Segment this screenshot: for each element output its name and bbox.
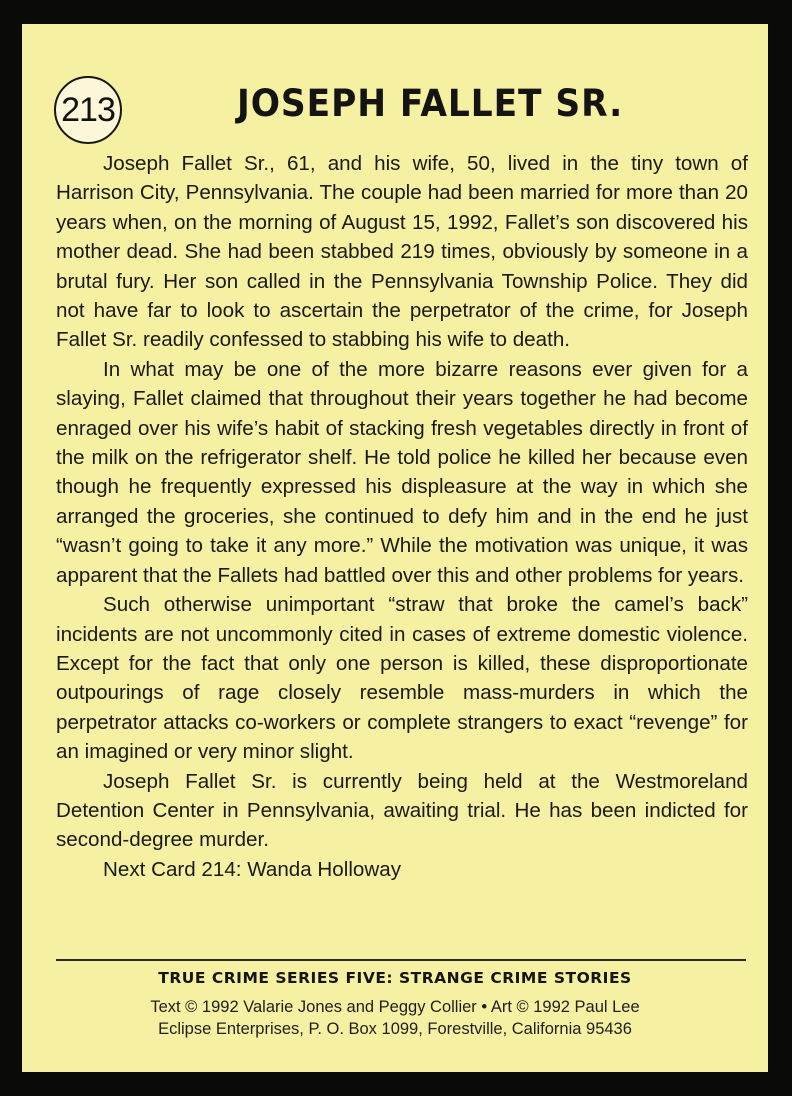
credits (22, 996, 768, 1040)
body-paragraph: Joseph Fallet Sr. is currently being held at the Westmoreland Detention Center in Pennsylvania, awaiting trial. He has been indicted for second-degree murder. (56, 769, 748, 852)
trading-card-back (22, 24, 768, 1072)
card-title: JOSEPH FALLET SR. (237, 82, 624, 125)
card-header (22, 24, 768, 159)
series-title: TRUE CRIME SERIES FIVE: STRANGE CRIME STORIES (158, 969, 632, 987)
body-paragraph: Such otherwise unimportant “straw that broke the camel’s back” incidents are not uncommonly cited in cases of extreme domestic violence. Except for the fact that only one person is killed, these disproportionate outpourings of rage closely resemble mass-murders in which the perpetrator attacks co-workers or complete strangers to exact “revenge” for an imagined or very minor slight. (56, 593, 748, 764)
card-number-badge: 213 (54, 76, 122, 144)
body-paragraph: Joseph Fallet Sr., 61, and his wife, 50, lived in the tiny town of Harrison City, Pennsylvania. The couple had been married for more than 20 years when, on the morning of August 15, 1992, Fallet’s son discovered his mother dead. She had been stabbed 219 times, obviously by someone in a brutal fury. Her son called in the Pennsylvania Township Police. They did not have far to look to ascertain the perpetrator of the crime, for Joseph Fallet Sr. readily confessed to stabbing his wife to death. (56, 152, 748, 352)
card-body (56, 149, 748, 884)
credit-line-address: Eclipse Enterprises, P. O. Box 1099, Forestville, California 95436 (158, 1020, 632, 1038)
body-paragraph: In what may be one of the more bizarre reasons ever given for a slaying, Fallet claimed that throughout their years together he had become enraged over his wife’s habit of stacking fresh vegetables directly in front of the milk on the refrigerator shelf. He told police he killed her because even though he frequently expressed his displeasure at the way in which she arranged the groceries, she continued to defy him and in the end he just “wasn’t going to take it any more.” While the motivation was unique, it was apparent that the Fallets had battled over this and other problems for years. (56, 357, 748, 587)
footer-divider (56, 959, 746, 961)
credit-line-copyright: Text © 1992 Valarie Jones and Peggy Collier • Art © 1992 Paul Lee (150, 998, 640, 1016)
next-card-note: Next Card 214: Wanda Holloway (103, 857, 401, 881)
